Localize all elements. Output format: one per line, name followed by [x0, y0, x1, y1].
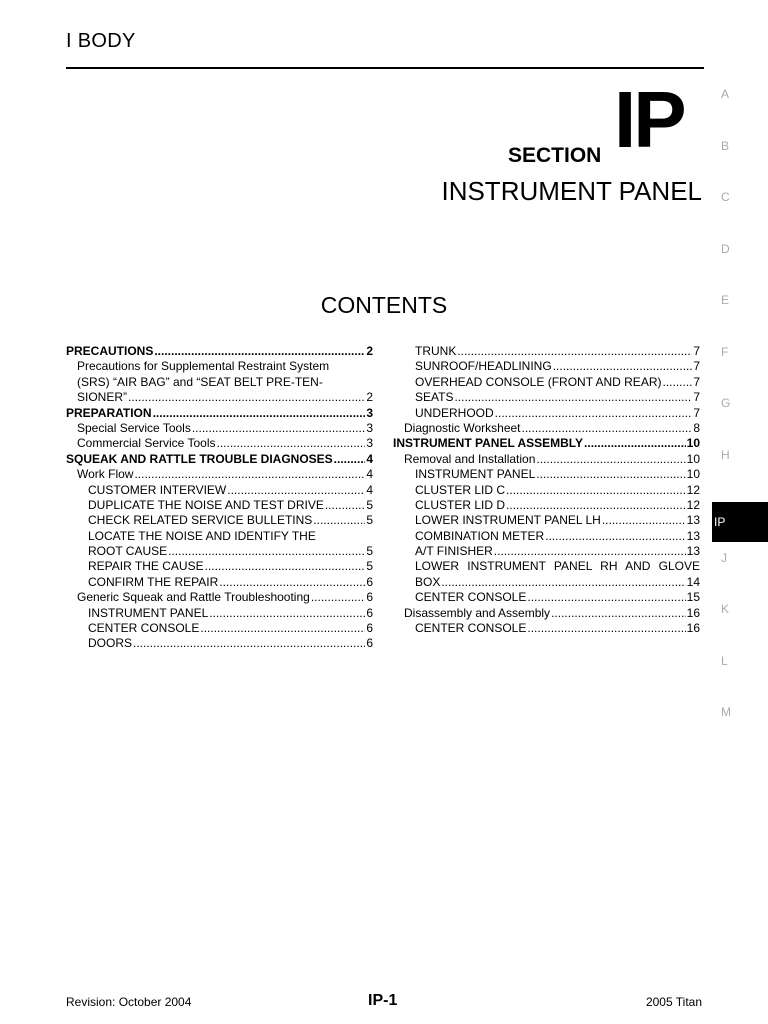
- toc-leader-dots: [662, 375, 692, 390]
- toc-entry-page: 7: [693, 359, 700, 374]
- toc-entry-title: CUSTOMER INTERVIEW: [88, 482, 227, 497]
- toc-leader-dots: [209, 606, 365, 621]
- toc-entry[interactable]: [66, 559, 373, 574]
- toc-entry[interactable]: [66, 421, 373, 436]
- section-index-tabs: [712, 84, 768, 754]
- toc-leader-dots: [553, 359, 693, 374]
- toc-entry-title: CENTER CONSOLE: [415, 621, 527, 636]
- toc-entry-page: 2: [366, 344, 373, 358]
- toc-entry-title: Disassembly and Assembly: [404, 605, 551, 620]
- toc-leader-dots: [457, 344, 692, 359]
- toc-entry-title: CENTER CONSOLE: [415, 590, 527, 605]
- toc-entry-page: 3: [366, 420, 373, 435]
- toc-entry[interactable]: [393, 406, 700, 421]
- toc-entry-page: 7: [693, 390, 700, 405]
- section-tab-f[interactable]: F: [721, 344, 729, 359]
- toc-entry[interactable]: [66, 529, 373, 544]
- toc-entry[interactable]: [393, 436, 700, 451]
- toc-entry-title: INSTRUMENT PANEL: [415, 467, 536, 482]
- toc-entry-page: 2: [366, 390, 373, 405]
- toc-leader-dots: [495, 406, 693, 421]
- toc-entry-page: 10: [686, 467, 700, 482]
- toc-entry-title: LOWER INSTRUMENT PANEL RH AND GLOVE: [415, 559, 700, 574]
- toc-entry-title: CLUSTER LID D: [415, 497, 506, 512]
- toc-entry[interactable]: [66, 375, 373, 390]
- toc-entry-title: BOX: [415, 574, 441, 589]
- toc-entry[interactable]: [66, 406, 373, 421]
- toc-entry-title: Work Flow: [77, 467, 134, 482]
- toc-entry-title: DUPLICATE THE NOISE AND TEST DRIVE: [88, 497, 324, 512]
- toc-entry[interactable]: [393, 544, 700, 559]
- toc-leader-dots: [311, 590, 365, 605]
- toc-entry-title: CONFIRM THE REPAIR: [88, 574, 219, 589]
- toc-leader-dots: [494, 544, 686, 559]
- toc-entry-page: 10: [686, 451, 700, 466]
- toc-entry-page: 4: [366, 467, 373, 482]
- toc-entry-title: TRUNK: [415, 344, 457, 358]
- toc-entry[interactable]: [393, 529, 700, 544]
- toc-entry[interactable]: [66, 621, 373, 636]
- contents-title: CONTENTS: [320, 292, 448, 318]
- toc-leader-dots: [522, 421, 693, 436]
- toc-leader-dots: [313, 513, 365, 528]
- toc-entry-page: 12: [686, 482, 700, 497]
- toc-entry[interactable]: [393, 590, 700, 605]
- toc-entry[interactable]: [66, 436, 373, 451]
- toc-leader-dots: [551, 606, 686, 621]
- toc-entry-title: Special Service Tools: [77, 420, 191, 435]
- toc-leader-dots: [506, 498, 686, 513]
- toc-leader-dots: [134, 467, 365, 482]
- toc-entry-title: INSTRUMENT PANEL ASSEMBLY: [393, 436, 584, 451]
- toc-entry-page: 13: [686, 544, 700, 559]
- toc-leader-dots: [602, 513, 686, 528]
- toc-entry-title: (SRS) “AIR BAG” and “SEAT BELT PRE-TEN-: [77, 374, 323, 389]
- toc-entry-page: 6: [366, 590, 373, 605]
- toc-leader-dots: [536, 467, 685, 482]
- toc-entry[interactable]: [66, 513, 373, 528]
- toc-leader-dots: [219, 575, 365, 590]
- toc-leader-dots: [217, 436, 366, 451]
- toc-leader-dots: [545, 529, 686, 544]
- toc-entry-title: ROOT CAUSE: [88, 544, 168, 559]
- toc-entry-title: DOORS: [88, 636, 133, 651]
- toc-entry-page: 16: [686, 605, 700, 620]
- toc-leader-dots: [200, 621, 365, 636]
- toc-entry[interactable]: [393, 498, 700, 513]
- section-tab-d[interactable]: D: [721, 241, 730, 256]
- toc-leader-dots: [205, 559, 366, 574]
- toc-entry-page: 10: [686, 436, 700, 451]
- toc-entry-title: LOCATE THE NOISE AND IDENTIFY THE: [88, 528, 316, 543]
- toc-entry-title: UNDERHOOD: [415, 405, 494, 420]
- toc-entry-title: A/T FINISHER: [415, 544, 493, 559]
- toc-entry-page: 5: [366, 559, 373, 574]
- toc-leader-dots: [506, 483, 686, 498]
- section-tab-b[interactable]: B: [721, 138, 730, 153]
- section-tab-e[interactable]: E: [721, 293, 730, 307]
- toc-left-column: [66, 344, 373, 652]
- toc-entry-page: 5: [366, 497, 373, 512]
- toc-entry-page: 3: [366, 405, 373, 420]
- toc-leader-dots: [227, 483, 365, 498]
- toc-entry[interactable]: [393, 483, 700, 498]
- toc-leader-dots: [536, 452, 685, 467]
- section-word: SECTION: [508, 144, 602, 167]
- toc-entry[interactable]: [66, 636, 373, 651]
- toc-entry[interactable]: [66, 590, 373, 605]
- toc-entry-page: 6: [366, 636, 373, 651]
- toc-entry-title: CHECK RELATED SERVICE BULLETINS: [88, 513, 313, 528]
- section-code: IP: [614, 75, 684, 164]
- footer-revision: Revision: October 2004: [66, 995, 192, 1009]
- section-tab-m[interactable]: M: [721, 705, 731, 719]
- toc-leader-dots: [153, 406, 366, 421]
- toc-entry-page: 6: [366, 621, 373, 636]
- toc-entry-title: Removal and Installation: [404, 451, 536, 466]
- footer-model: 2005 Titan: [645, 995, 702, 1009]
- header-title: I BODY: [66, 30, 136, 52]
- toc-leader-dots: [441, 575, 685, 590]
- toc-entry-page: 6: [366, 574, 373, 589]
- toc-entry[interactable]: [393, 575, 700, 590]
- toc-right-column: [393, 344, 700, 636]
- toc-entry[interactable]: [66, 359, 373, 374]
- toc-entry-page: 16: [686, 621, 700, 636]
- toc-leader-dots: [527, 590, 685, 605]
- toc-entry[interactable]: [66, 452, 373, 467]
- toc-entry-page: 13: [686, 528, 700, 543]
- toc-entry[interactable]: [66, 483, 373, 498]
- toc-entry-title: Commercial Service Tools: [77, 436, 216, 451]
- toc-entry-title: PREPARATION: [66, 405, 152, 420]
- toc-leader-dots: [334, 452, 366, 467]
- toc-entry[interactable]: [393, 559, 700, 574]
- toc-entry-title: COMBINATION METER: [415, 528, 545, 543]
- toc-leader-dots: [584, 436, 686, 451]
- section-tab-c[interactable]: C: [721, 190, 730, 204]
- toc-entry-page: 7: [693, 374, 700, 389]
- toc-leader-dots: [168, 544, 365, 559]
- toc-leader-dots: [154, 344, 365, 359]
- section-title: INSTRUMENT PANEL: [441, 176, 702, 206]
- toc-entry-page: 8: [693, 420, 700, 435]
- section-tab-j[interactable]: J: [721, 550, 727, 565]
- toc-entry[interactable]: [66, 575, 373, 590]
- section-tab-a[interactable]: A: [721, 87, 730, 101]
- toc-entry-page: 5: [366, 544, 373, 559]
- toc-leader-dots: [133, 636, 365, 651]
- toc-entry[interactable]: [393, 344, 700, 359]
- section-tab-h[interactable]: H: [721, 447, 730, 462]
- toc-entry-title: SEATS: [415, 390, 454, 405]
- toc-entry[interactable]: [393, 621, 700, 636]
- toc-entry[interactable]: [393, 375, 700, 390]
- toc-entry-page: 5: [366, 513, 373, 528]
- toc-leader-dots: [527, 621, 685, 636]
- toc-entry-title: SQUEAK AND RATTLE TROUBLE DIAGNOSES: [66, 451, 333, 466]
- toc-entry-page: 4: [366, 482, 373, 497]
- toc-entry-title: OVERHEAD CONSOLE (FRONT AND REAR): [415, 374, 662, 389]
- toc-entry[interactable]: [393, 390, 700, 405]
- toc-entry-title: Precautions for Supplemental Restraint System: [77, 359, 330, 374]
- toc-entry-page: 13: [686, 513, 700, 528]
- toc-entry[interactable]: [66, 344, 373, 359]
- toc-entry[interactable]: [66, 467, 373, 482]
- toc-leader-dots: [128, 390, 365, 405]
- toc-entry[interactable]: [393, 606, 700, 621]
- header-divider: [66, 67, 704, 69]
- toc-entry-page: 6: [366, 605, 373, 620]
- toc-entry-title: REPAIR THE CAUSE: [88, 559, 204, 574]
- section-tab-k[interactable]: K: [721, 602, 730, 616]
- toc-entry-page: 12: [686, 497, 700, 512]
- toc-entry-page: 7: [693, 344, 700, 358]
- section-tab-l[interactable]: L: [721, 653, 728, 668]
- toc-entry[interactable]: [393, 359, 700, 374]
- footer-page-number: IP-1: [368, 992, 398, 1009]
- toc-entry-page: 4: [366, 451, 373, 466]
- toc-entry[interactable]: [393, 421, 700, 436]
- toc-entry-title: LOWER INSTRUMENT PANEL LH: [415, 513, 601, 528]
- toc-entry-title: INSTRUMENT PANEL: [88, 605, 209, 620]
- toc-entry-page: 7: [693, 405, 700, 420]
- toc-entry-title: CLUSTER LID C: [415, 482, 506, 497]
- toc-entry[interactable]: [66, 390, 373, 405]
- toc-entry-title: SUNROOF/HEADLINING: [415, 359, 552, 374]
- toc-entry[interactable]: [66, 498, 373, 513]
- toc-entry-page: 3: [366, 436, 373, 451]
- toc-leader-dots: [192, 421, 365, 436]
- toc-entry-title: SIONER”: [77, 390, 128, 405]
- toc-entry-title: PRECAUTIONS: [66, 344, 154, 358]
- section-tab-g[interactable]: G: [721, 396, 731, 410]
- toc-entry[interactable]: [393, 513, 700, 528]
- toc-leader-dots: [454, 390, 692, 405]
- toc-entry-title: Generic Squeak and Rattle Troubleshooting: [77, 590, 310, 605]
- toc-entry-page: 14: [686, 574, 700, 589]
- toc-entry[interactable]: [66, 544, 373, 559]
- toc-leader-dots: [325, 498, 365, 513]
- section-tab-ip[interactable]: IP: [712, 502, 768, 542]
- toc-entry[interactable]: [393, 467, 700, 482]
- toc-entry-page: 15: [686, 590, 700, 605]
- toc-entry[interactable]: [66, 606, 373, 621]
- toc-entry-title: Diagnostic Worksheet: [404, 420, 521, 435]
- toc-entry-title: CENTER CONSOLE: [88, 621, 200, 636]
- toc-entry[interactable]: [393, 452, 700, 467]
